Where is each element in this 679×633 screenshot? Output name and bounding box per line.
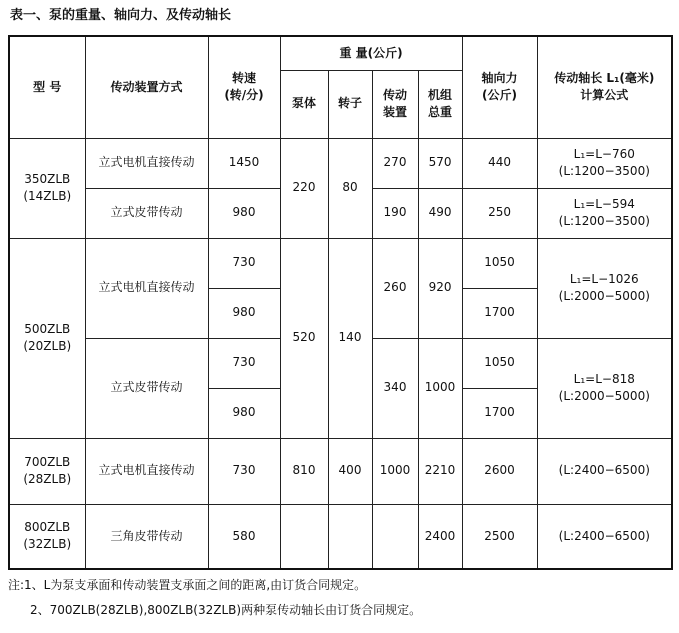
speed-500-direct-2: 980 — [208, 288, 280, 338]
pump-weight-350: 220 — [280, 138, 328, 238]
header-drive-device-line2: 装置 — [382, 105, 407, 119]
axial-500-direct-1: 1050 — [462, 238, 537, 288]
drive-weight-500-direct: 260 — [372, 238, 418, 338]
header-shaft-line1: 传动轴长 L₁(毫米) — [554, 70, 655, 85]
model-700-line1: 700ZLB — [24, 454, 71, 469]
header-axial — [462, 36, 537, 138]
model-800-line2: (32ZLB) — [23, 537, 72, 552]
note-1: 注:1、L为泵支承面和传动装置支承面之间的距离,由订货合同规定。 — [8, 578, 367, 592]
axial-700: 2600 — [462, 438, 537, 504]
formula-350-direct — [537, 138, 672, 188]
unit-weight-350-belt: 490 — [418, 188, 462, 238]
rotor-weight-800 — [328, 504, 372, 569]
unit-weight-700: 2210 — [418, 438, 462, 504]
drive-700: 立式电机直接传动 — [85, 438, 208, 504]
drive-800: 三角皮带传动 — [85, 504, 208, 569]
header-model: 型 号 — [9, 36, 85, 138]
pump-weight-800 — [280, 504, 328, 569]
model-700-line2: (28ZLB) — [23, 472, 72, 486]
drive-500-belt: 立式皮带传动 — [85, 338, 208, 438]
unit-weight-350-direct: 570 — [418, 138, 462, 188]
drive-weight-500-belt: 340 — [372, 338, 418, 438]
header-unit-weight-line1: 机组 — [428, 87, 453, 102]
pump-weight-700: 810 — [280, 438, 328, 504]
rotor-weight-350: 80 — [328, 138, 372, 238]
drive-500-direct: 立式电机直接传动 — [85, 238, 208, 338]
model-350 — [9, 138, 85, 238]
table-title: 表一、泵的重量、轴向力、及传动轴长 — [10, 8, 232, 23]
rotor-weight-500: 140 — [328, 238, 372, 438]
model-700 — [9, 438, 85, 504]
header-unit-weight — [418, 70, 462, 138]
header-unit-weight-line2: 总重 — [428, 105, 453, 119]
formula-700: (L:2400−6500) — [537, 438, 672, 504]
formula-500-direct — [537, 238, 672, 338]
formula-350-belt-line1: L₁=L−594 — [573, 196, 635, 211]
model-800 — [9, 504, 85, 569]
axial-500-direct-2: 1700 — [462, 288, 537, 338]
axial-350-direct: 440 — [462, 138, 537, 188]
pump-weight-500: 520 — [280, 238, 328, 438]
header-speed — [208, 36, 280, 138]
drive-weight-800 — [372, 504, 418, 569]
speed-500-belt-1: 730 — [208, 338, 280, 388]
header-drive: 传动装置方式 — [85, 36, 208, 138]
model-500-line2: (20ZLB) — [23, 339, 72, 353]
drive-weight-700: 1000 — [372, 438, 418, 504]
unit-weight-800: 2400 — [418, 504, 462, 569]
header-drive-device — [372, 70, 418, 138]
header-shaft-line2: 计算公式 — [580, 88, 629, 103]
speed-500-direct-1: 730 — [208, 238, 280, 288]
formula-500-direct-line2: (L:2000−5000) — [558, 289, 650, 303]
formula-350-direct-line2: (L:1200−3500) — [558, 164, 650, 178]
formula-500-belt-line2: (L:2000−5000) — [558, 389, 650, 403]
header-rotor: 转子 — [328, 70, 372, 138]
speed-800: 580 — [208, 504, 280, 569]
header-weight: 重 量(公斤) — [280, 36, 462, 70]
formula-350-belt — [537, 188, 672, 238]
header-speed-line1: 转速 — [231, 70, 256, 85]
axial-500-belt-2: 1700 — [462, 388, 537, 438]
axial-800: 2500 — [462, 504, 537, 569]
formula-500-direct-line1: L₁=L−1026 — [569, 271, 639, 286]
speed-700: 730 — [208, 438, 280, 504]
model-500-line1: 500ZLB — [24, 321, 71, 336]
header-shaft — [537, 36, 672, 138]
header-axial-line2: (公斤) — [482, 88, 518, 103]
header-speed-line2: (转/分) — [224, 88, 264, 103]
speed-500-belt-2: 980 — [208, 388, 280, 438]
speed-350-direct: 1450 — [208, 138, 280, 188]
header-drive-device-line1: 传动 — [382, 87, 407, 102]
formula-500-belt-line1: L₁=L−818 — [573, 371, 635, 386]
model-800-line1: 800ZLB — [24, 519, 71, 534]
header-pump: 泵体 — [280, 70, 328, 138]
formula-800: (L:2400−6500) — [537, 504, 672, 569]
model-350-line1: 350ZLB — [24, 171, 71, 186]
note-2: 2、700ZLB(28ZLB),800ZLB(32ZLB)两种泵传动轴长由订货合同规定。 — [30, 603, 422, 617]
axial-500-belt-1: 1050 — [462, 338, 537, 388]
model-350-line2: (14ZLB) — [23, 189, 72, 203]
axial-350-belt: 250 — [462, 188, 537, 238]
speed-350-belt: 980 — [208, 188, 280, 238]
unit-weight-500-direct: 920 — [418, 238, 462, 338]
drive-350-belt: 立式皮带传动 — [85, 188, 208, 238]
model-500 — [9, 238, 85, 438]
formula-350-belt-line2: (L:1200−3500) — [558, 214, 650, 228]
drive-weight-350-belt: 190 — [372, 188, 418, 238]
pump-table — [8, 35, 673, 570]
rotor-weight-700: 400 — [328, 438, 372, 504]
formula-350-direct-line1: L₁=L−760 — [573, 146, 635, 161]
drive-350-direct: 立式电机直接传动 — [85, 138, 208, 188]
formula-500-belt — [537, 338, 672, 438]
header-axial-line1: 轴向力 — [481, 70, 518, 85]
unit-weight-500-belt: 1000 — [418, 338, 462, 438]
drive-weight-350-direct: 270 — [372, 138, 418, 188]
